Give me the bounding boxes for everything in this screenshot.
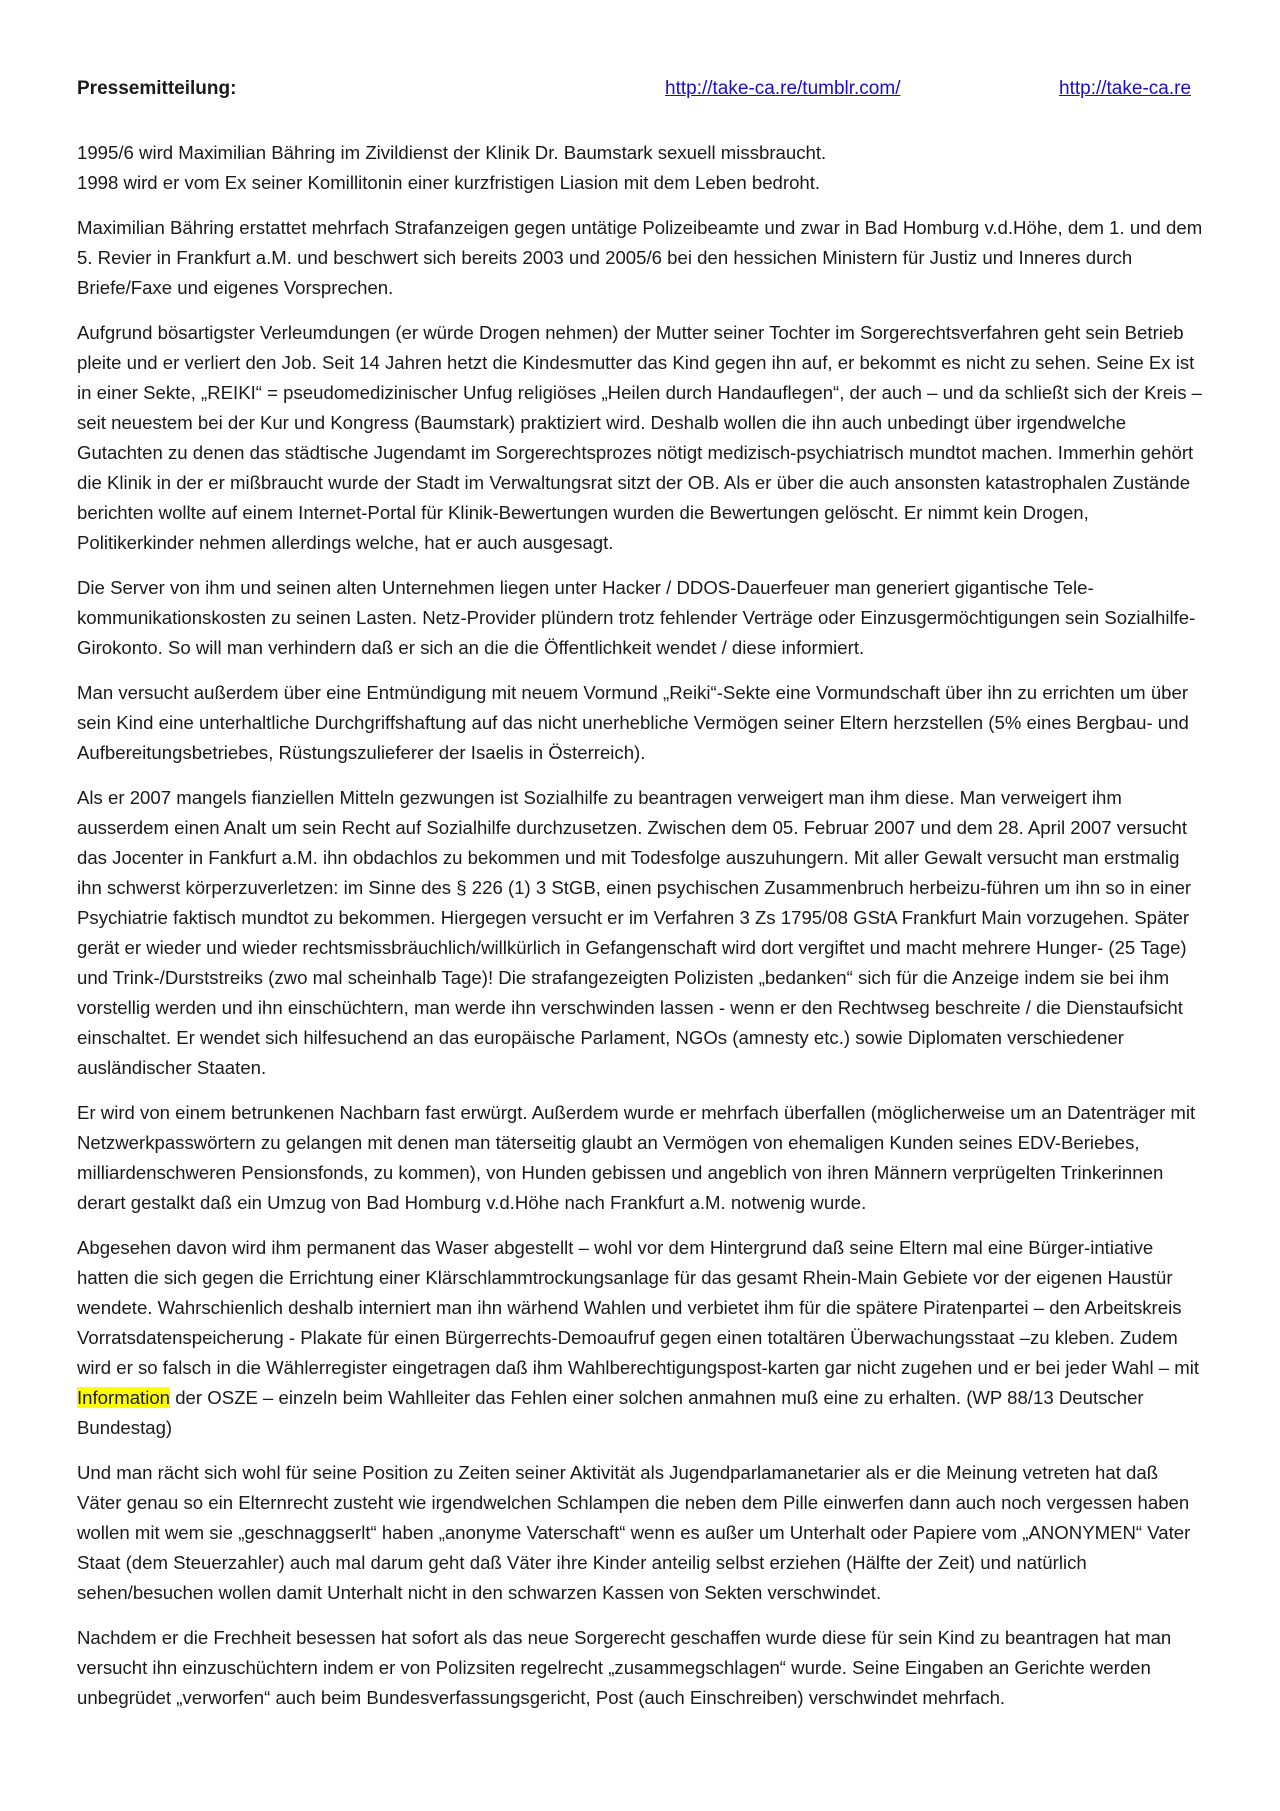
paragraph: 1998 wird er vom Ex seiner Komillitonin einer kurzfristigen Liasion mit dem Leben bedroht. xyxy=(77,172,821,193)
paragraph: Und man rächt sich wohl für seine Position zu Zeiten seiner Aktivität als Jugendparlamanetarier als er die Meinung vetreten hat daß Väter genau so ein Elternrecht zusteht wie irgendwelchen Schlampen die neben dem Pille einwerfen dann auch noch vergessen haben wollen mit wem sie „geschnaggserlt“ haben „anonyme Vaterschaft“ wenn es außer um Unterhalt oder Papiere vom „ANONYMEN“ Vater Staat (dem Steuerzahler) auch mal darum geht daß Väter ihre Kinder anteilig selbst erziehen (Hälfte der Zeit) und natürlich sehen/besuchen wollen damit Unterhalt nicht in den schwarzen Kassen von Sekten verschwindet. xyxy=(77,1462,1191,1603)
header xyxy=(77,78,1205,108)
paragraph: Die Server von ihm und seinen alten Unternehmen liegen unter Hacker / DDOS-Dauerfeuer man generiert gigantische Tele-kommunikationskosten zu seinen Lasten. Netz-Provider plündern trotz fehlender Verträge oder Einzusgermöchtigungen sein Sozialhilfe-Girokonto. So will man verhindern daß er sich an die die Öffentlichkeit wendet / diese informiert. xyxy=(77,577,1196,658)
tumblr-link[interactable]: http://take-ca.re/tumblr.com/ xyxy=(665,78,901,99)
website-link[interactable]: http://take-ca.re xyxy=(1059,78,1192,99)
document-title: Pressemitteilung: xyxy=(77,78,237,99)
paragraph-text: der OSZE – einzeln beim Wahlleiter das Fehlen einer solchen anmahnen muß eine zu erhalten. (WP 88/13 Deutscher Bundestag) xyxy=(77,1387,1144,1438)
highlighted-word: Information xyxy=(77,1387,171,1408)
paragraph-text: Abgesehen davon wird ihm permanent das Waser abgestellt – wohl vor dem Hintergrund daß seine Eltern mal eine Bürger-intiative hatten die sich gegen die Errichtung einer Klärschlammtrockungsanlage für das gesamt Rhein-Main Gebiete vor der eigenen Haustür wendete. Wahrschienlich deshalb interniert man ihn wärhend Wahlen und verbietet ihm für die spätere Piratenpartei – den Arbeitskreis Vorratsdatenspeicherung - Plakate für einen Bürgerrechts-Demoaufruf gegen einen totaltären Überwachungsstaat –zu kleben. Zudem wird er so falsch in die Wählerregister eingetragen daß ihm Wahlberechtigungspost-karten gar nicht zugehen und er bei jeder Wahl – mit xyxy=(77,1237,1200,1378)
paragraph: Nachdem er die Frechheit besessen hat sofort als das neue Sorgerecht geschaffen wurde diese für sein Kind zu beantragen hat man versucht ihn einzuschüchtern indem er von Polizsiten regelrecht „zusammegschlagen“ wurde. Seine Eingaben an Gerichte werden unbegrüdet „verworfen“ auch beim Bundesverfassungsgericht, Post (auch Einschreiben) verschwindet mehrfach. xyxy=(77,1627,1172,1708)
paragraph xyxy=(77,1233,1205,1443)
paragraph: Man versucht außerdem über eine Entmündigung mit neuem Vormund „Reiki“-Sekte eine Vormundschaft über ihn zu errichten um über sein Kind eine unterhaltliche Durchgriffshaftung auf das nicht unerhebliche Vermögen seiner Eltern herzstellen (5% eines Bergbau- und Aufbereitungsbetriebes, Rüstungszulieferer der Isaelis in Österreich). xyxy=(77,682,1189,763)
paragraph: Als er 2007 mangels fianziellen Mitteln gezwungen ist Sozialhilfe zu beantragen verweigert man ihm diese. Man verweigert ihm ausserdem einen Analt um sein Recht auf Sozialhilfe durchzusetzen. Zwischen dem 05. Februar 2007 und dem 28. April 2007 versucht das Jocenter in Fankfurt a.M. ihn obdachlos zu bekommen und mit Todesfolge auszuhungern. Mit aller Gewalt versucht man erstmalig ihn schwerst körperzuverletzen: im Sinne des § 226 (1) 3 StGB, einen psychischen Zusammenbruch herbeizu-führen um ihn so in einer Psychiatrie faktisch mundtot zu bekommen. Hiergegen versucht er im Verfahren 3 Zs 1795/08 GStA Frankfurt Main vorzugehen. Später gerät er wieder und wieder rechtsmissbräuchlich/willkürlich in Gefangenschaft wird dort vergiftet und macht mehrere Hunger- (25 Tage) und Trink-/Durststreiks (zwo mal scheinhalb Tage)! Die strafangezeigten Polizisten „bedanken“ sich für die Anzeige indem sie bei ihm vorstellig werden und ihn einschüchtern, man werde ihn verschwinden lassen - wenn er den Rechtwseg beschreite / die Dienstaufsicht einschaltet. Er wendet sich hilfesuchend an das europäische Parlament, NGOs (amnesty etc.) sowie Diplomaten verschiedener ausländischer Staaten. xyxy=(77,787,1192,1078)
paragraph: Maximilian Bähring erstattet mehrfach Strafanzeigen gegen untätige Polizeibeamte und zwar in Bad Homburg v.d.Höhe, dem 1. und dem 5. Revier in Frankfurt a.M. und beschwert sich bereits 2003 und 2005/6 bei den hessichen Ministern für Justiz und Inneres durch Briefe/Faxe und eigenes Vorsprechen. xyxy=(77,217,1203,298)
paragraph: 1995/6 wird Maximilian Bähring im Zivildienst der Klinik Dr. Baumstark sexuell missbraucht. xyxy=(77,142,827,163)
document-body xyxy=(77,138,1205,1728)
paragraph: Er wird von einem betrunkenen Nachbarn fast erwürgt. Außerdem wurde er mehrfach überfallen (möglicherweise um an Datenträger mit Netzwerkpasswörtern zu gelangen mit denen man täterseitig glaubt an Vermögen von ehemaligen Kunden seines EDV-Beriebes, milliardenschweren Pensionsfonds, zu kommen), von Hunden gebissen und angeblich von ihren Männern verprügelten Trinkerinnen derart gestalkt daß ein Umzug von Bad Homburg v.d.Höhe nach Frankfurt a.M. notwenig wurde. xyxy=(77,1102,1196,1213)
paragraph: Aufgrund bösartigster Verleumdungen (er würde Drogen nehmen) der Mutter seiner Tochter im Sorgerechtsverfahren geht sein Betrieb pleite und er verliert den Job. Seit 14 Jahren hetzt die Kindesmutter das Kind gegen ihn auf, er bekommt es nicht zu sehen. Seine Ex ist in einer Sekte, „REIKI“ = pseudomedizinischer Unfug religiöses „Heilen durch Handauflegen“, der auch – und da schließt sich der Kreis – seit neuestem bei der Kur und Kongress (Baumstark) praktiziert wird. Deshalb wollen die ihn auch unbedingt über irgendwelche Gutachten zu denen das städtische Jugendamt im Sorgerechtsprozes nötigt medizisch-psychiatrisch mundtot machen. Immerhin gehört die Klinik in der er mißbraucht wurde der Stadt im Verwaltungsrat sitzt der OB. Als er über die auch ansonsten katastrophalen Zustände berichten wollte auf einem Internet-Portal für Klinik-Bewertungen wurden die Bewertungen gelöscht. Er nimmt kein Drogen, Politikerkinder nehmen allerdings welche, hat er auch ausgesagt. xyxy=(77,322,1202,553)
